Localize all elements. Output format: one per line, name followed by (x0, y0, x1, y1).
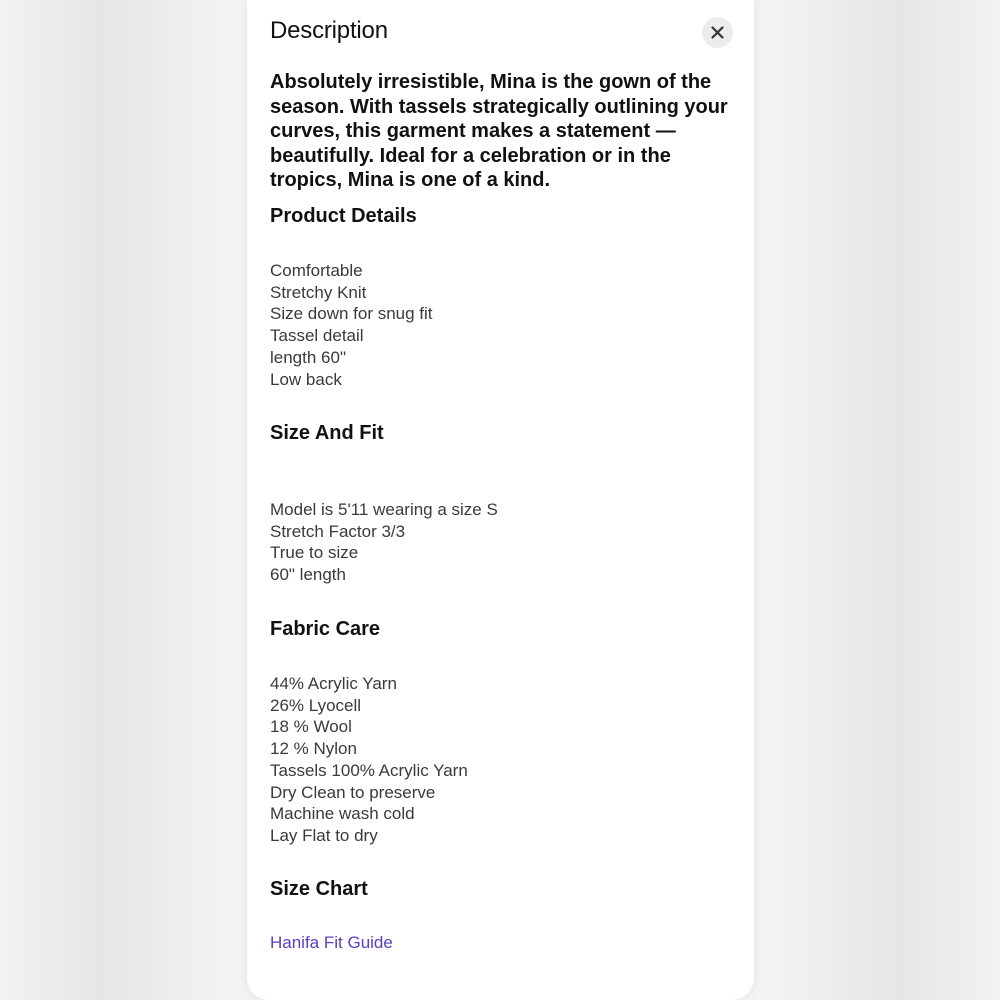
list-item: Tassel detail (270, 326, 364, 346)
fabric-care-heading: Fabric Care (270, 618, 381, 640)
product-description: Absolutely irresistible, Mina is the gown of the season. With tassels strategically outlining your curves, this garment makes a statement — beautifully. Ideal for a celebration or in the tropics, Mina is one of a kind. (270, 71, 728, 192)
size-and-fit-list (270, 499, 498, 586)
list-item: Machine wash cold (270, 804, 415, 824)
fabric-care-list (270, 673, 468, 847)
list-item: Model is 5'11 wearing a size S (270, 500, 498, 519)
list-item: Tassels 100% Acrylic Yarn (270, 760, 468, 780)
list-item: 12 % Nylon (270, 739, 357, 759)
list-item: Dry Clean to preserve (270, 782, 436, 802)
close-icon (711, 26, 724, 39)
list-item: 18 % Wool (270, 717, 352, 737)
list-item: 44% Acrylic Yarn (270, 674, 397, 693)
fit-guide-link[interactable]: Hanifa Fit Guide (270, 933, 393, 952)
size-chart-heading: Size Chart (270, 878, 368, 900)
list-item: 26% Lyocell (270, 695, 362, 715)
product-details-list (270, 260, 433, 390)
description-modal (247, 0, 754, 1000)
list-item: Size down for snug fit (270, 304, 433, 324)
list-item: 60" length (270, 565, 346, 585)
close-button[interactable] (702, 17, 733, 48)
list-item: length 60" (270, 347, 346, 367)
list-item: Stretchy Knit (270, 282, 367, 302)
list-item: True to size (270, 543, 359, 563)
list-item: Stretch Factor 3/3 (270, 521, 406, 541)
modal-title: Description (270, 17, 388, 44)
size-and-fit-heading: Size And Fit (270, 422, 384, 444)
list-item: Lay Flat to dry (270, 825, 378, 845)
list-item: Low back (270, 369, 342, 389)
list-item: Comfortable (270, 261, 363, 280)
product-details-heading: Product Details (270, 205, 417, 227)
